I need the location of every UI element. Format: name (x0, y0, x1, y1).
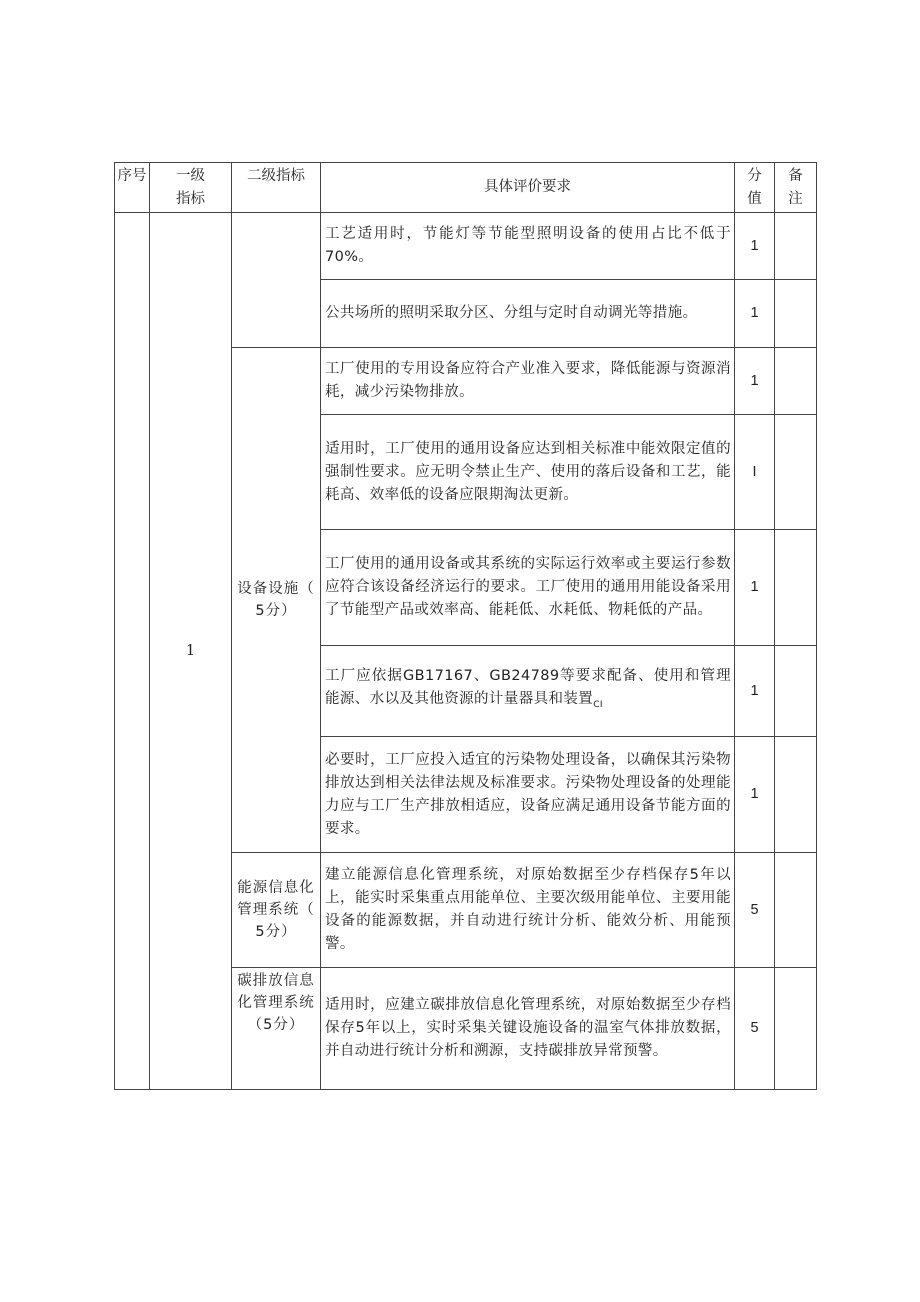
level1-cell: 1 (150, 213, 232, 1090)
score-cell: 1 (735, 737, 775, 853)
level2-cell-lighting (232, 213, 321, 348)
requirement-cell: 工厂应依据GB17167、GB24789等要求配备、使用和管理能源、水以及其他资源的计量器具和装置$_{CI}$ (321, 646, 735, 737)
note-cell (775, 213, 817, 280)
note-cell (775, 968, 817, 1090)
requirement-cell: 适用时，工厂使用的通用设备应达到相关标准中能效限定值的强制性要求。应无明令禁止生产、使用的落后设备和工艺，能耗高、效率低的设备应限期淘汰更新。 (321, 415, 735, 530)
level2-cell-equipment: 设备设施（ 5分） (232, 348, 321, 853)
header-seq: 序号 (115, 163, 150, 213)
score-cell: 1 (735, 213, 775, 280)
requirement-cell: 工厂使用的通用设备或其系统的实际运行效率或主要运行参数应符合该设备经济运行的要求。工厂使用的通用用能设备采用了节能型产品或效率高、能耗低、水耗低、物耗低的产品。 (321, 530, 735, 646)
requirement-cell: 公共场所的照明采取分区、分组与定时自动调光等措施。 (321, 280, 735, 348)
table-row (115, 213, 817, 280)
score-cell: 1 (735, 530, 775, 646)
header-level1: 一级 指标 (150, 163, 232, 213)
score-cell: I (735, 415, 775, 530)
evaluation-table (114, 162, 817, 1090)
note-cell (775, 348, 817, 415)
header-score: 分 值 (735, 163, 775, 213)
header-level2: 二级指标 (232, 163, 321, 213)
score-cell: 5 (735, 968, 775, 1090)
requirement-cell: 工艺适用时，节能灯等节能型照明设备的使用占比不低于70%。 (321, 213, 735, 280)
note-cell (775, 737, 817, 853)
score-cell: 5 (735, 853, 775, 968)
note-cell (775, 280, 817, 348)
requirement-cell: 工厂使用的专用设备应符合产业准入要求，降低能源与资源消耗，减少污染物排放。 (321, 348, 735, 415)
note-cell (775, 853, 817, 968)
score-cell: 1 (735, 348, 775, 415)
requirement-suffix: CI (593, 699, 603, 710)
note-cell (775, 646, 817, 737)
level2-cell-carbon-info: 碳排放信息 化管理系统 （5分） (232, 968, 321, 1090)
score-cell: 1 (735, 646, 775, 737)
requirement-cell: 必要时，工厂应投入适宜的污染物处理设备，以确保其污染物排放达到相关法律法规及标准要求。污染物处理设备的处理能力应与工厂生产排放相适应，设备应满足通用设备节能方面的要求。 (321, 737, 735, 853)
score-cell: 1 (735, 280, 775, 348)
header-note: 备 注 (775, 163, 817, 213)
header-row (115, 163, 817, 213)
header-requirement: 具体评价要求 (321, 163, 735, 213)
level2-cell-energy-info: 能源信息化 管理系统（ 5分） (232, 853, 321, 968)
note-cell (775, 415, 817, 530)
seq-cell (115, 213, 150, 1090)
requirement-cell: 建立能源信息化管理系统，对原始数据至少存档保存5年以上，能实时采集重点用能单位、主要次级用能单位、主要用能设备的能源数据，并自动进行统计分析、能效分析、用能预警。 (321, 853, 735, 968)
requirement-cell: 适用时，应建立碳排放信息化管理系统，对原始数据至少存档保存5年以上，实时采集关键设施设备的温室气体排放数据，并自动进行统计分析和溯源，支持碳排放异常预警。 (321, 968, 735, 1090)
note-cell (775, 530, 817, 646)
